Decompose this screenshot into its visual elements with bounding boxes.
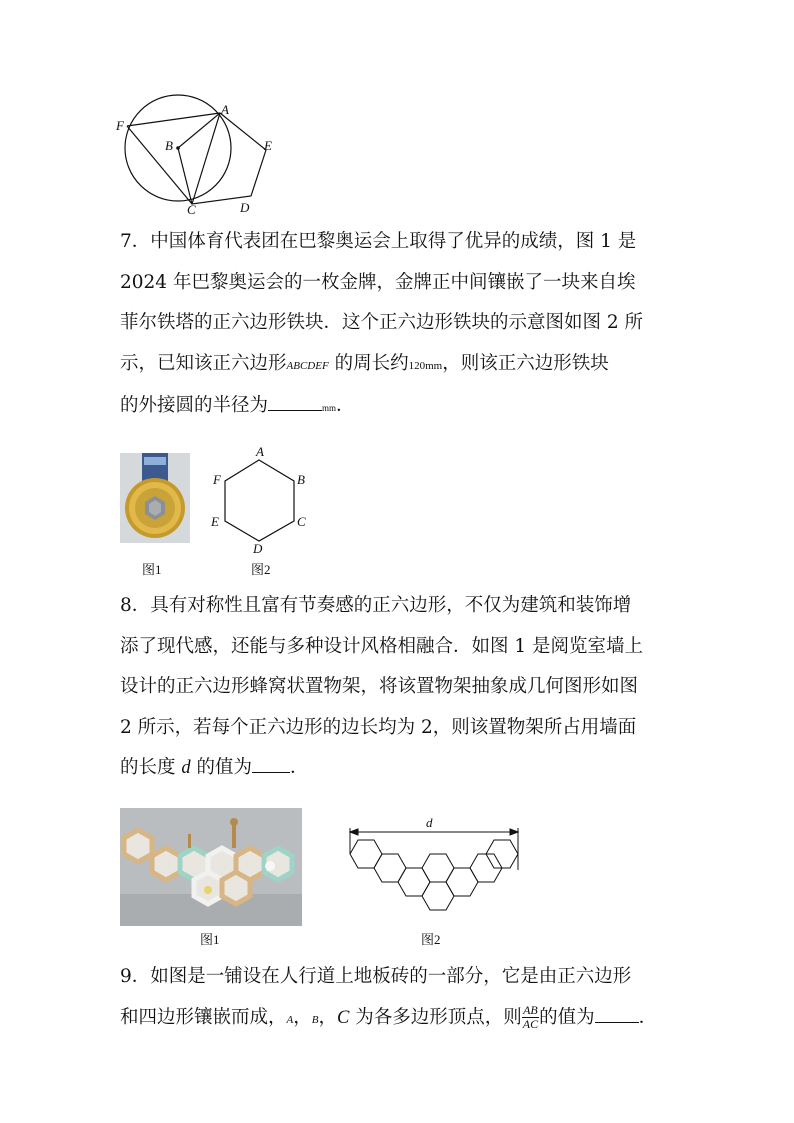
fig1-caption: [198, 930, 228, 948]
label-A: A: [221, 102, 229, 117]
fig2-caption: [249, 560, 279, 578]
label-C: C: [187, 202, 196, 217]
hexagon-abcdef-figure: [205, 442, 315, 557]
dimension-label-d: d: [426, 815, 433, 830]
label-F: F: [116, 118, 124, 133]
hex-label-D: D: [253, 541, 263, 556]
label-E: E: [264, 138, 272, 153]
fraction-ab-over-ac: $\frac{AB}{AC}$: [522, 1003, 539, 1031]
answer-blank[interactable]: [268, 390, 322, 411]
q8-line: 添了现代感，还能与多种设计风格相融合．如图 1 是阅览室墙上: [120, 635, 644, 657]
question-9-text: [120, 957, 700, 1040]
q7-line: 示，已知该正六边形ABCDEF 的周长约120mm，则该正六边形铁块: [120, 352, 609, 374]
svg-text:图2: 图2: [421, 932, 441, 947]
hexagon-chain-figure: [338, 812, 528, 924]
label-B: B: [165, 138, 173, 153]
svg-text:图2: 图2: [251, 562, 271, 577]
q7-line: 的外接圆的半径为 mm．: [120, 386, 680, 429]
fig1-caption: [140, 560, 170, 578]
q9-line: 9．如图是一铺设在人行道上地板砖的一部分，它是由正六边形: [120, 966, 632, 987]
hex-label-C: C: [297, 514, 306, 529]
question-7-text: [120, 222, 680, 429]
fig2-caption: [419, 930, 449, 948]
q7-line: 7．中国体育代表团在巴黎奥运会上取得了优异的成绩，图 1 是: [120, 231, 637, 252]
q8-line: 8．具有对称性且富有节奏感的正六边形，不仅为建筑和装饰增: [120, 595, 632, 616]
q8-line: 的长度 d 的值为 ．: [120, 748, 680, 789]
circle-pentagon-figure: [112, 92, 292, 217]
hex-label-E: E: [211, 514, 219, 529]
hex-label-B: B: [297, 472, 305, 487]
gold-medal-photo: [120, 453, 190, 543]
pentagon-outline: [178, 113, 266, 204]
hex-label-F: F: [213, 472, 221, 487]
answer-blank[interactable]: [252, 752, 290, 773]
question-8-text: [120, 586, 680, 789]
answer-blank[interactable]: [595, 1002, 639, 1023]
q8-line: 设计的正六边形蜂窝状置物架，将该置物架抽象成几何图形如图: [120, 676, 639, 697]
q9-line: 和四边形镶嵌而成，A，B，C 为各多边形顶点，则 $\frac{AB}{AC}$ 的值为 ．: [120, 1003, 658, 1031]
q8-line: 2 所示，若每个正六边形的边长均为 2，则该置物架所占用墙面: [120, 716, 637, 738]
honeycomb-shelf-photo: [120, 808, 302, 926]
hex-label-A: A: [256, 444, 264, 459]
q7-line: 2024 年巴黎奥运会的一枚金牌，金牌正中间镶嵌了一块来自埃: [120, 271, 636, 293]
q7-line: 菲尔铁塔的正六边形铁块．这个正六边形铁块的示意图如图 2 所: [120, 312, 644, 333]
svg-text:图1: 图1: [200, 932, 220, 947]
label-D: D: [240, 200, 250, 215]
svg-text:图1: 图1: [142, 562, 162, 577]
